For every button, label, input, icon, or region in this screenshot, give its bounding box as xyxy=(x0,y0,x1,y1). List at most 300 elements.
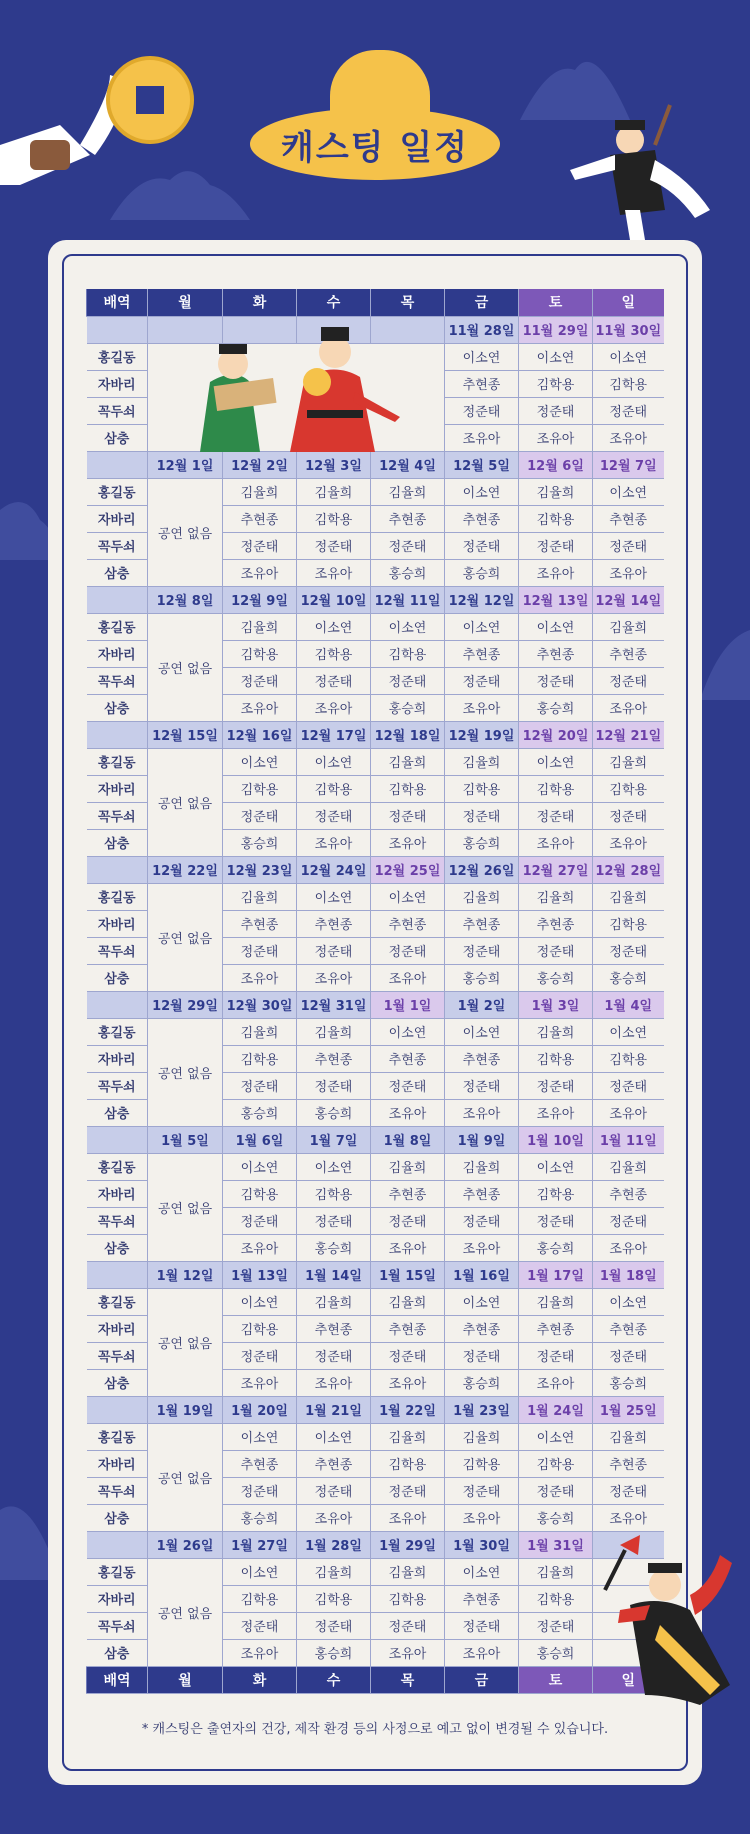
cast-cell: 추현종 xyxy=(297,1315,371,1342)
week-date-row xyxy=(87,1261,664,1288)
cast-cell: 추현종 xyxy=(223,910,297,937)
cast-row xyxy=(87,1288,664,1315)
cast-cell: 홍승희 xyxy=(519,1504,593,1531)
cast-cell: 정준태 xyxy=(223,802,297,829)
date-cell: 11월 30일 xyxy=(593,316,664,343)
table-header-row xyxy=(87,289,664,316)
cast-cell: 이소연 xyxy=(297,1153,371,1180)
date-cell: 1월 15일 xyxy=(371,1261,445,1288)
cast-cell: 김율희 xyxy=(371,1423,445,1450)
cast-cell: 김율희 xyxy=(297,1558,371,1585)
cast-cell: 정준태 xyxy=(445,1612,519,1639)
role-label: 꼭두쇠 xyxy=(87,667,148,694)
cast-cell: 김율희 xyxy=(519,1018,593,1045)
week-date-row xyxy=(87,721,664,748)
cast-cell: 추현종 xyxy=(223,505,297,532)
header-day: 화 xyxy=(223,289,297,316)
cast-cell: 이소연 xyxy=(519,1423,593,1450)
cast-cell: 추현종 xyxy=(445,910,519,937)
cast-cell: 정준태 xyxy=(593,1207,664,1234)
cast-cell: 이소연 xyxy=(223,1558,297,1585)
cast-cell: 정준태 xyxy=(371,1477,445,1504)
cast-row xyxy=(87,1018,664,1045)
date-cell: 1월 31일 xyxy=(519,1531,593,1558)
cast-cell: 김율희 xyxy=(519,478,593,505)
cast-cell: 정준태 xyxy=(593,532,664,559)
header-day: 수 xyxy=(297,289,371,316)
date-cell: 12월 3일 xyxy=(297,451,371,478)
cast-cell: 홍승희 xyxy=(297,1234,371,1261)
cast-cell: 정준태 xyxy=(297,532,371,559)
cast-cell: 홍승희 xyxy=(519,694,593,721)
cast-cell: 정준태 xyxy=(593,1342,664,1369)
date-cell: 1월 12일 xyxy=(148,1261,223,1288)
cast-cell: 정준태 xyxy=(519,802,593,829)
cast-cell: 김율희 xyxy=(223,613,297,640)
date-cell: 1월 11일 xyxy=(593,1126,664,1153)
header-day: 일 xyxy=(593,289,664,316)
cast-cell: 홍승희 xyxy=(297,1639,371,1666)
cast-cell: 홍승희 xyxy=(519,1234,593,1261)
cast-cell: 조유아 xyxy=(223,1639,297,1666)
cast-cell: 추현종 xyxy=(371,1045,445,1072)
cast-cell: 김학용 xyxy=(519,1045,593,1072)
date-cell: 12월 28일 xyxy=(593,856,664,883)
date-cell: 12월 9일 xyxy=(223,586,297,613)
cast-cell: 정준태 xyxy=(445,667,519,694)
role-label: 삼충 xyxy=(87,424,148,451)
cast-cell: 김학용 xyxy=(593,1045,664,1072)
role-label: 홍길동 xyxy=(87,1288,148,1315)
cast-cell: 홍승희 xyxy=(593,964,664,991)
date-cell: 12월 25일 xyxy=(371,856,445,883)
role-label: 자바리 xyxy=(87,1315,148,1342)
cast-cell: 정준태 xyxy=(519,1477,593,1504)
cast-cell: 이소연 xyxy=(371,613,445,640)
date-cell: 12월 8일 xyxy=(148,586,223,613)
week-date-row xyxy=(87,856,664,883)
role-label: 자바리 xyxy=(87,1180,148,1207)
cast-cell: 추현종 xyxy=(445,370,519,397)
cast-cell: 조유아 xyxy=(593,1234,664,1261)
date-cell: 1월 19일 xyxy=(148,1396,223,1423)
date-cell: 12월 20일 xyxy=(519,721,593,748)
cast-cell: 이소연 xyxy=(297,748,371,775)
cast-cell: 조유아 xyxy=(593,559,664,586)
cast-cell: 김율희 xyxy=(223,883,297,910)
role-label: 삼충 xyxy=(87,559,148,586)
cast-cell: 조유아 xyxy=(445,424,519,451)
week-date-row xyxy=(87,586,664,613)
role-label: 홍길동 xyxy=(87,1423,148,1450)
date-cell: 12월 19일 xyxy=(445,721,519,748)
date-cell: 1월 30일 xyxy=(445,1531,519,1558)
cast-cell: 이소연 xyxy=(223,1288,297,1315)
cast-cell: 추현종 xyxy=(371,1315,445,1342)
date-cell: 12월 2일 xyxy=(223,451,297,478)
cast-cell: 김학용 xyxy=(593,910,664,937)
cast-cell: 추현종 xyxy=(445,640,519,667)
cast-cell: 조유아 xyxy=(519,829,593,856)
page-title: 캐스팅 일정 xyxy=(280,128,470,168)
cast-cell: 조유아 xyxy=(445,1504,519,1531)
role-label: 자바리 xyxy=(87,1585,148,1612)
cast-cell: 김율희 xyxy=(593,748,664,775)
no-show-cell: 공연 없음 xyxy=(148,613,223,721)
date-cell: 12월 4일 xyxy=(371,451,445,478)
date-cell: 11월 28일 xyxy=(445,316,519,343)
date-cell: 12월 26일 xyxy=(445,856,519,883)
header-day: 월 xyxy=(148,289,223,316)
cast-cell: 조유아 xyxy=(445,694,519,721)
no-show-cell: 공연 없음 xyxy=(148,1018,223,1126)
header-day: 목 xyxy=(371,1666,445,1693)
role-label: 삼충 xyxy=(87,964,148,991)
cast-cell: 정준태 xyxy=(223,1477,297,1504)
cast-cell: 추현종 xyxy=(223,1450,297,1477)
cast-cell: 이소연 xyxy=(445,343,519,370)
header-role: 배역 xyxy=(87,289,148,316)
cast-cell: 정준태 xyxy=(297,1477,371,1504)
cast-cell: 정준태 xyxy=(297,1612,371,1639)
cast-cell: 이소연 xyxy=(297,613,371,640)
cast-cell: 홍승희 xyxy=(445,964,519,991)
role-label: 삼충 xyxy=(87,1234,148,1261)
cast-cell: 김율희 xyxy=(371,1558,445,1585)
cast-cell: 김율희 xyxy=(519,1558,593,1585)
cast-cell: 김율희 xyxy=(297,1018,371,1045)
cast-cell: 김학용 xyxy=(445,775,519,802)
cast-cell: 추현종 xyxy=(445,505,519,532)
cast-cell: 이소연 xyxy=(593,478,664,505)
date-cell: 12월 27일 xyxy=(519,856,593,883)
cast-cell: 정준태 xyxy=(519,1612,593,1639)
header-day: 토 xyxy=(519,1666,593,1693)
cast-cell: 정준태 xyxy=(519,397,593,424)
cast-cell: 이소연 xyxy=(223,748,297,775)
cast-cell: 정준태 xyxy=(519,937,593,964)
cast-cell: 홍승희 xyxy=(297,1099,371,1126)
header-day: 목 xyxy=(371,289,445,316)
week-date-row xyxy=(87,1126,664,1153)
cast-cell: 정준태 xyxy=(445,937,519,964)
cast-cell: 조유아 xyxy=(297,694,371,721)
cast-cell: 정준태 xyxy=(297,937,371,964)
cast-cell: 이소연 xyxy=(297,883,371,910)
date-blank xyxy=(87,586,148,613)
cast-cell: 홍승희 xyxy=(519,964,593,991)
date-cell: 1월 10일 xyxy=(519,1126,593,1153)
cast-cell: 정준태 xyxy=(445,1072,519,1099)
role-label: 꼭두쇠 xyxy=(87,532,148,559)
cast-cell: 정준태 xyxy=(445,802,519,829)
cast-cell: 추현종 xyxy=(519,910,593,937)
cast-cell: 김학용 xyxy=(519,1180,593,1207)
cast-row xyxy=(87,1558,664,1585)
cast-cell: 이소연 xyxy=(593,1288,664,1315)
cast-cell: 추현종 xyxy=(593,505,664,532)
role-label: 홍길동 xyxy=(87,478,148,505)
date-cell: 12월 13일 xyxy=(519,586,593,613)
cast-cell: 조유아 xyxy=(371,1504,445,1531)
cast-cell: 추현종 xyxy=(371,505,445,532)
date-blank xyxy=(87,1396,148,1423)
cast-cell: 이소연 xyxy=(445,613,519,640)
cast-cell: 조유아 xyxy=(297,829,371,856)
casting-footnote: * 캐스팅은 출연자의 건강, 제작 환경 등의 사정으로 예고 없이 변경될 수 있습니다. xyxy=(141,1722,609,1737)
cast-cell: 추현종 xyxy=(445,1180,519,1207)
cast-cell: 김학용 xyxy=(593,775,664,802)
date-cell: 11월 29일 xyxy=(519,316,593,343)
date-cell: 1월 27일 xyxy=(223,1531,297,1558)
cast-cell: 김학용 xyxy=(519,1585,593,1612)
cast-cell: 정준태 xyxy=(297,802,371,829)
header-day: 금 xyxy=(445,289,519,316)
date-blank xyxy=(87,316,148,343)
cast-row xyxy=(87,1153,664,1180)
date-cell: 1월 20일 xyxy=(223,1396,297,1423)
king-and-scholar-illustration xyxy=(195,322,415,452)
cast-cell: 조유아 xyxy=(593,694,664,721)
cast-cell: 정준태 xyxy=(371,1342,445,1369)
cast-cell: 김율희 xyxy=(371,1288,445,1315)
cast-cell: 이소연 xyxy=(519,613,593,640)
cast-cell: 정준태 xyxy=(223,667,297,694)
week-date-row xyxy=(87,991,664,1018)
cast-cell: 이소연 xyxy=(445,1018,519,1045)
week-date-row xyxy=(87,451,664,478)
cast-cell: 조유아 xyxy=(445,1639,519,1666)
date-cell: 12월 24일 xyxy=(297,856,371,883)
role-label: 자바리 xyxy=(87,910,148,937)
date-cell: 12월 31일 xyxy=(297,991,371,1018)
cast-cell: 김율희 xyxy=(297,1288,371,1315)
cast-cell: 이소연 xyxy=(593,1018,664,1045)
date-cell: 1월 22일 xyxy=(371,1396,445,1423)
cast-cell: 정준태 xyxy=(297,1072,371,1099)
date-cell: 12월 7일 xyxy=(593,451,664,478)
role-label: 삼충 xyxy=(87,1369,148,1396)
cast-cell: 홍승희 xyxy=(519,1639,593,1666)
cast-cell: 정준태 xyxy=(371,667,445,694)
date-cell: 12월 15일 xyxy=(148,721,223,748)
cast-cell: 정준태 xyxy=(371,532,445,559)
cast-cell: 김율희 xyxy=(371,748,445,775)
cast-cell: 김학용 xyxy=(371,775,445,802)
date-blank xyxy=(87,451,148,478)
role-label: 삼충 xyxy=(87,1639,148,1666)
cast-cell: 이소연 xyxy=(445,1288,519,1315)
cast-cell: 김율희 xyxy=(445,1423,519,1450)
cast-cell: 정준태 xyxy=(371,1072,445,1099)
header-role: 배역 xyxy=(87,1666,148,1693)
date-cell: 1월 18일 xyxy=(593,1261,664,1288)
date-cell: 12월 21일 xyxy=(593,721,664,748)
date-cell: 1월 8일 xyxy=(371,1126,445,1153)
cast-cell: 추현종 xyxy=(445,1585,519,1612)
cast-row xyxy=(87,748,664,775)
cast-cell: 정준태 xyxy=(223,1072,297,1099)
date-cell: 12월 12일 xyxy=(445,586,519,613)
cast-cell: 정준태 xyxy=(223,1342,297,1369)
no-show-cell: 공연 없음 xyxy=(148,1288,223,1396)
cast-cell: 조유아 xyxy=(371,1234,445,1261)
role-label: 자바리 xyxy=(87,1450,148,1477)
cast-cell: 정준태 xyxy=(371,1612,445,1639)
no-show-cell: 공연 없음 xyxy=(148,1153,223,1261)
cast-cell: 이소연 xyxy=(519,1153,593,1180)
date-blank xyxy=(87,991,148,1018)
cast-cell: 김학용 xyxy=(297,505,371,532)
role-label: 삼충 xyxy=(87,829,148,856)
cast-cell: 정준태 xyxy=(371,802,445,829)
cast-cell: 김율희 xyxy=(445,748,519,775)
role-label: 꼭두쇠 xyxy=(87,1477,148,1504)
date-blank xyxy=(87,1261,148,1288)
cast-cell: 조유아 xyxy=(593,829,664,856)
no-show-cell: 공연 없음 xyxy=(148,478,223,586)
cast-cell: 김학용 xyxy=(519,370,593,397)
date-cell: 1월 5일 xyxy=(148,1126,223,1153)
cast-cell: 정준태 xyxy=(519,532,593,559)
cast-cell: 정준태 xyxy=(519,1072,593,1099)
cast-cell: 조유아 xyxy=(223,1369,297,1396)
cast-cell: 조유아 xyxy=(371,1639,445,1666)
cast-cell: 조유아 xyxy=(223,559,297,586)
cast-cell: 이소연 xyxy=(223,1423,297,1450)
cast-cell: 정준태 xyxy=(445,1477,519,1504)
week-date-row xyxy=(87,1396,664,1423)
date-cell: 1월 3일 xyxy=(519,991,593,1018)
cast-cell: 홍승희 xyxy=(223,1504,297,1531)
role-label: 자바리 xyxy=(87,505,148,532)
no-show-cell: 공연 없음 xyxy=(148,883,223,991)
cast-cell: 조유아 xyxy=(445,1099,519,1126)
cast-cell: 김학용 xyxy=(223,640,297,667)
date-cell: 12월 17일 xyxy=(297,721,371,748)
cast-cell: 김율희 xyxy=(445,1153,519,1180)
date-cell: 1월 17일 xyxy=(519,1261,593,1288)
date-cell: 1월 4일 xyxy=(593,991,664,1018)
no-show-cell: 공연 없음 xyxy=(148,1423,223,1531)
cast-cell: 조유아 xyxy=(371,829,445,856)
role-label: 자바리 xyxy=(87,370,148,397)
cast-cell: 김학용 xyxy=(297,1585,371,1612)
cast-cell: 홍승희 xyxy=(371,694,445,721)
cast-cell: 홍승희 xyxy=(445,829,519,856)
cast-cell: 김학용 xyxy=(223,1585,297,1612)
cast-cell: 조유아 xyxy=(519,424,593,451)
cast-cell: 김학용 xyxy=(223,1180,297,1207)
cast-cell: 홍승희 xyxy=(223,1099,297,1126)
date-cell: 1월 16일 xyxy=(445,1261,519,1288)
cast-cell: 이소연 xyxy=(223,1153,297,1180)
date-cell: 1월 28일 xyxy=(297,1531,371,1558)
cast-cell: 조유아 xyxy=(371,1099,445,1126)
date-cell: 1월 2일 xyxy=(445,991,519,1018)
date-cell: 12월 30일 xyxy=(223,991,297,1018)
cast-cell: 김율희 xyxy=(371,1153,445,1180)
date-cell: 1월 7일 xyxy=(297,1126,371,1153)
cast-cell: 이소연 xyxy=(519,748,593,775)
cast-cell: 조유아 xyxy=(445,1234,519,1261)
cast-cell: 추현종 xyxy=(297,1045,371,1072)
role-label: 삼충 xyxy=(87,1099,148,1126)
cast-cell: 추현종 xyxy=(297,1450,371,1477)
date-cell: 12월 1일 xyxy=(148,451,223,478)
cast-cell: 김학용 xyxy=(223,775,297,802)
role-label: 홍길동 xyxy=(87,343,148,370)
cast-cell: 조유아 xyxy=(223,1234,297,1261)
cast-cell: 김학용 xyxy=(223,1045,297,1072)
cast-cell: 김율희 xyxy=(445,883,519,910)
cast-cell: 김학용 xyxy=(297,1180,371,1207)
cast-cell: 김학용 xyxy=(519,505,593,532)
cast-cell: 정준태 xyxy=(297,1207,371,1234)
role-label: 홍길동 xyxy=(87,613,148,640)
date-cell: 12월 6일 xyxy=(519,451,593,478)
date-blank xyxy=(87,1126,148,1153)
cast-cell: 김학용 xyxy=(297,640,371,667)
cast-cell: 이소연 xyxy=(371,883,445,910)
cast-cell: 조유아 xyxy=(519,1099,593,1126)
no-show-cell: 공연 없음 xyxy=(148,1558,223,1666)
header-day: 수 xyxy=(297,1666,371,1693)
cast-cell: 조유아 xyxy=(371,1369,445,1396)
cast-cell: 이소연 xyxy=(445,1558,519,1585)
cast-cell: 정준태 xyxy=(297,1342,371,1369)
casting-schedule-table xyxy=(86,289,664,1694)
role-label: 꼭두쇠 xyxy=(87,1072,148,1099)
cast-cell: 정준태 xyxy=(593,802,664,829)
week-date-row xyxy=(87,1531,664,1558)
role-label: 삼충 xyxy=(87,1504,148,1531)
cast-cell: 정준태 xyxy=(519,667,593,694)
role-label: 꼭두쇠 xyxy=(87,1207,148,1234)
date-cell: 1월 6일 xyxy=(223,1126,297,1153)
role-label: 자바리 xyxy=(87,775,148,802)
role-label: 꼭두쇠 xyxy=(87,937,148,964)
running-character-illustration xyxy=(570,100,750,240)
cast-cell: 이소연 xyxy=(593,343,664,370)
date-cell: 1월 24일 xyxy=(519,1396,593,1423)
role-label: 삼충 xyxy=(87,694,148,721)
cast-row xyxy=(87,478,664,505)
cast-cell: 조유아 xyxy=(297,964,371,991)
cast-cell: 김율희 xyxy=(593,613,664,640)
role-label: 홍길동 xyxy=(87,883,148,910)
cast-cell: 정준태 xyxy=(445,397,519,424)
date-cell: 12월 11일 xyxy=(371,586,445,613)
cast-cell: 김율희 xyxy=(519,883,593,910)
date-cell: 1월 14일 xyxy=(297,1261,371,1288)
header-day: 금 xyxy=(445,1666,519,1693)
date-cell: 1월 9일 xyxy=(445,1126,519,1153)
cast-cell: 정준태 xyxy=(519,1207,593,1234)
cast-cell: 조유아 xyxy=(297,559,371,586)
cast-cell: 김학용 xyxy=(593,370,664,397)
cast-cell: 정준태 xyxy=(297,667,371,694)
cast-cell: 조유아 xyxy=(223,964,297,991)
header-day: 월 xyxy=(148,1666,223,1693)
cast-row xyxy=(87,1423,664,1450)
cast-cell: 추현종 xyxy=(445,1315,519,1342)
cast-cell: 조유아 xyxy=(297,1369,371,1396)
role-label: 꼭두쇠 xyxy=(87,1612,148,1639)
date-cell: 12월 5일 xyxy=(445,451,519,478)
role-label: 자바리 xyxy=(87,640,148,667)
cast-cell: 조유아 xyxy=(297,1504,371,1531)
